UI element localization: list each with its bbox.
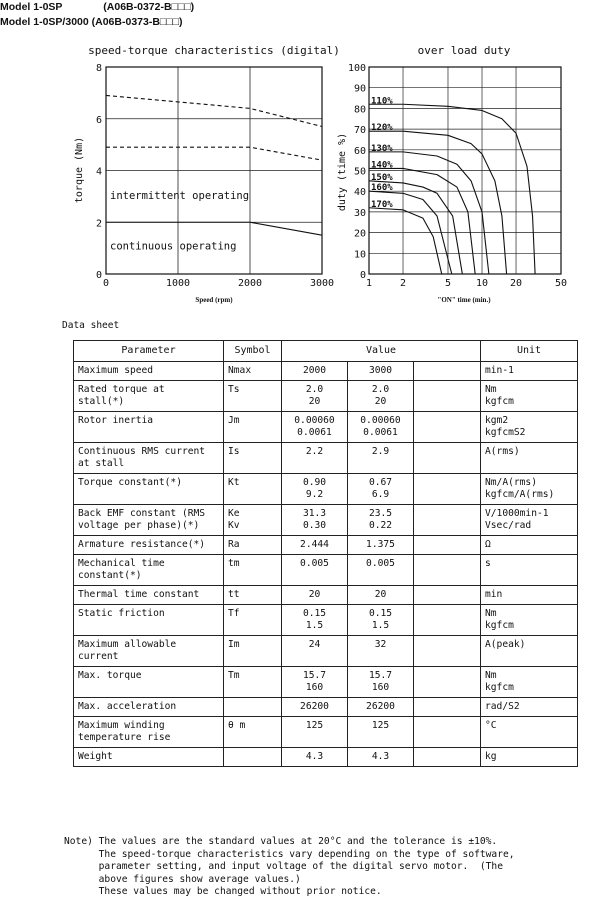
symbol-cell: tt — [224, 586, 282, 605]
value-cell: 0.90 9.2 — [282, 474, 348, 505]
table-row — [74, 717, 578, 748]
unit-cell: °C — [481, 717, 578, 748]
value-cell: 20 — [348, 586, 414, 605]
value-cell: 0.00060 0.0061 — [348, 412, 414, 443]
footnote: Note) The values are the standard values at 20°C and the tolerance is ±10%. The speed-torque characteristics vary depending on the type of software, parameter setting, and input voltage of the digital servo motor. (The above figures show average values.) These values may be changed without prior notice. — [64, 836, 515, 897]
series-line — [369, 208, 442, 274]
y-tick-label: 30 — [353, 207, 366, 219]
unit-cell: min — [481, 586, 578, 605]
y-tick-label: 80 — [353, 104, 366, 116]
table-row — [74, 505, 578, 536]
unit-cell: Nm kgfcm — [481, 605, 578, 636]
param-cell: Continuous RMS current at stall — [74, 443, 224, 474]
value-cell: 0.005 — [348, 555, 414, 586]
y-tick-label: 90 — [353, 83, 366, 95]
y-tick-label: 10 — [353, 249, 366, 261]
table-row — [74, 605, 578, 636]
value-cell: 4.3 — [348, 748, 414, 767]
table-row — [74, 412, 578, 443]
symbol-cell: Nmax — [224, 362, 282, 381]
x-tick-label: 1000 — [165, 278, 191, 289]
blank-cell — [414, 362, 481, 381]
model-code: (A06B-0372-B□□□) — [103, 1, 195, 13]
x-tick-label: 50 — [554, 278, 568, 289]
value-cell: 0.15 1.5 — [282, 605, 348, 636]
symbol-cell: Tf — [224, 605, 282, 636]
x-axis-label: Speed (rpm) — [195, 296, 233, 304]
blank-cell — [414, 717, 481, 748]
blank-cell — [414, 636, 481, 667]
region-label: continuous operating — [110, 240, 237, 253]
model-name: Model 1-0SP/3000 — [0, 16, 89, 28]
blank-cell — [414, 443, 481, 474]
header-value: Value — [282, 341, 481, 362]
value-cell: 20 — [282, 586, 348, 605]
unit-cell: A(peak) — [481, 636, 578, 667]
table-row — [74, 555, 578, 586]
symbol-cell: tm — [224, 555, 282, 586]
table-row — [74, 698, 578, 717]
y-tick-label: 6 — [95, 114, 102, 126]
value-cell: 0.00060 0.0061 — [282, 412, 348, 443]
y-tick-label: 4 — [95, 166, 102, 178]
x-tick-label: 2 — [400, 278, 407, 289]
unit-cell: Nm/A(rms) kgfcm/A(rms) — [481, 474, 578, 505]
blank-cell — [414, 667, 481, 698]
x-axis-label: "ON" time (min.) — [437, 296, 491, 304]
param-cell: Maximum speed — [74, 362, 224, 381]
value-cell: 32 — [348, 636, 414, 667]
header-symbol: Symbol — [224, 341, 282, 362]
blank-cell — [414, 698, 481, 717]
unit-cell: min-1 — [481, 362, 578, 381]
series-line — [106, 222, 322, 235]
series-line — [369, 104, 535, 274]
param-cell: Rotor inertia — [74, 412, 224, 443]
series-label: 140% — [371, 160, 393, 171]
x-tick-label: 1 — [365, 278, 373, 289]
chart-title: speed-torque characteristics (digital) — [88, 44, 340, 57]
value-cell: 4.3 — [282, 748, 348, 767]
table-row — [74, 474, 578, 505]
param-cell: Armature resistance(*) — [74, 536, 224, 555]
unit-cell: s — [481, 555, 578, 586]
blank-cell — [414, 605, 481, 636]
model-code: (A06B-0373-B□□□) — [91, 16, 183, 28]
blank-cell — [414, 412, 481, 443]
y-tick-label: 40 — [353, 187, 366, 199]
param-cell: Maximum winding temperature rise — [74, 717, 224, 748]
symbol-cell — [224, 748, 282, 767]
y-tick-label: 100 — [347, 63, 366, 74]
series-label: 110% — [371, 96, 393, 107]
x-tick-label: 3000 — [309, 278, 335, 289]
param-cell: Mechanical time constant(*) — [74, 555, 224, 586]
y-tick-label: 20 — [353, 228, 366, 240]
datasheet-label: Data sheet — [62, 320, 120, 331]
unit-cell: A(rms) — [481, 443, 578, 474]
value-cell: 23.5 0.22 — [348, 505, 414, 536]
y-tick-label: 50 — [353, 166, 366, 178]
param-cell: Max. torque — [74, 667, 224, 698]
unit-cell: kgm2 kgfcmS2 — [481, 412, 578, 443]
blank-cell — [414, 748, 481, 767]
series-label: 150% — [371, 172, 393, 183]
region-label: intermittent operating — [110, 189, 250, 202]
value-cell: 0.15 1.5 — [348, 605, 414, 636]
param-cell: Torque constant(*) — [74, 474, 224, 505]
table-row — [74, 443, 578, 474]
param-cell: Back EMF constant (RMS voltage per phase)(*) — [74, 505, 224, 536]
model-name: Model 1-0SP — [0, 1, 63, 13]
value-cell: 15.7 160 — [282, 667, 348, 698]
symbol-cell: Jm — [224, 412, 282, 443]
symbol-cell: Tm — [224, 667, 282, 698]
y-tick-label: 8 — [95, 63, 102, 74]
symbol-cell: Ke Kv — [224, 505, 282, 536]
blank-cell — [414, 381, 481, 412]
blank-cell — [414, 505, 481, 536]
value-cell: 2.0 20 — [282, 381, 348, 412]
value-cell: 0.67 6.9 — [348, 474, 414, 505]
unit-cell: Nm kgfcm — [481, 667, 578, 698]
unit-cell: V/1000min-1 Vsec/rad — [481, 505, 578, 536]
header-unit: Unit — [481, 341, 578, 362]
x-tick-label: 2000 — [237, 278, 263, 289]
value-cell: 2.444 — [282, 536, 348, 555]
param-cell: Rated torque at stall(*) — [74, 381, 224, 412]
value-cell: 125 — [348, 717, 414, 748]
value-cell: 31.3 0.30 — [282, 505, 348, 536]
value-cell: 15.7 160 — [348, 667, 414, 698]
y-tick-label: 70 — [353, 125, 366, 137]
value-cell: 3000 — [348, 362, 414, 381]
value-cell: 1.375 — [348, 536, 414, 555]
value-cell: 125 — [282, 717, 348, 748]
y-tick-label: 0 — [359, 270, 366, 281]
param-cell: Max. acceleration — [74, 698, 224, 717]
value-cell: 26200 — [282, 698, 348, 717]
symbol-cell: Is — [224, 443, 282, 474]
table-header-row — [74, 341, 578, 362]
table-row — [74, 636, 578, 667]
blank-cell — [414, 586, 481, 605]
y-axis-label: duty (time %) — [337, 132, 348, 212]
header-parameter: Parameter — [74, 341, 224, 362]
y-tick-label: 0 — [95, 270, 102, 281]
spec-table — [73, 340, 578, 767]
value-cell: 26200 — [348, 698, 414, 717]
x-tick-label: 10 — [475, 278, 489, 289]
symbol-cell: Im — [224, 636, 282, 667]
unit-cell: kg — [481, 748, 578, 767]
x-tick-label: 0 — [102, 278, 110, 289]
y-tick-label: 60 — [353, 145, 366, 157]
symbol-cell: θ m — [224, 717, 282, 748]
x-tick-label: 20 — [510, 278, 523, 289]
table-row — [74, 748, 578, 767]
value-cell: 2.9 — [348, 443, 414, 474]
table-row — [74, 362, 578, 381]
x-tick-label: 5 — [444, 278, 452, 289]
series-label: 170% — [371, 199, 393, 210]
series-line — [106, 147, 322, 160]
symbol-cell: Kt — [224, 474, 282, 505]
value-cell: 2.2 — [282, 443, 348, 474]
series-label: 160% — [371, 183, 393, 194]
unit-cell: Nm kgfcm — [481, 381, 578, 412]
series-label: 130% — [371, 143, 393, 154]
param-cell: Thermal time constant — [74, 586, 224, 605]
param-cell: Maximum allowable current — [74, 636, 224, 667]
chart-title: over load duty — [417, 44, 511, 57]
value-cell: 2.0 20 — [348, 381, 414, 412]
symbol-cell — [224, 698, 282, 717]
charts-area — [0, 0, 593, 320]
data-sheet-table — [73, 340, 578, 767]
param-cell: Weight — [74, 748, 224, 767]
blank-cell — [414, 555, 481, 586]
blank-cell — [414, 474, 481, 505]
table-row — [74, 586, 578, 605]
unit-cell: rad/S2 — [481, 698, 578, 717]
table-row — [74, 381, 578, 412]
table-row — [74, 667, 578, 698]
series-line — [106, 95, 322, 126]
blank-cell — [414, 536, 481, 555]
table-row — [74, 536, 578, 555]
value-cell: 0.005 — [282, 555, 348, 586]
y-axis-label: torque (Nm) — [74, 136, 85, 204]
param-cell: Static friction — [74, 605, 224, 636]
value-cell: 2000 — [282, 362, 348, 381]
y-tick-label: 2 — [95, 218, 102, 230]
symbol-cell: Ra — [224, 536, 282, 555]
symbol-cell: Ts — [224, 381, 282, 412]
series-label: 120% — [371, 123, 393, 134]
value-cell: 24 — [282, 636, 348, 667]
unit-cell: Ω — [481, 536, 578, 555]
